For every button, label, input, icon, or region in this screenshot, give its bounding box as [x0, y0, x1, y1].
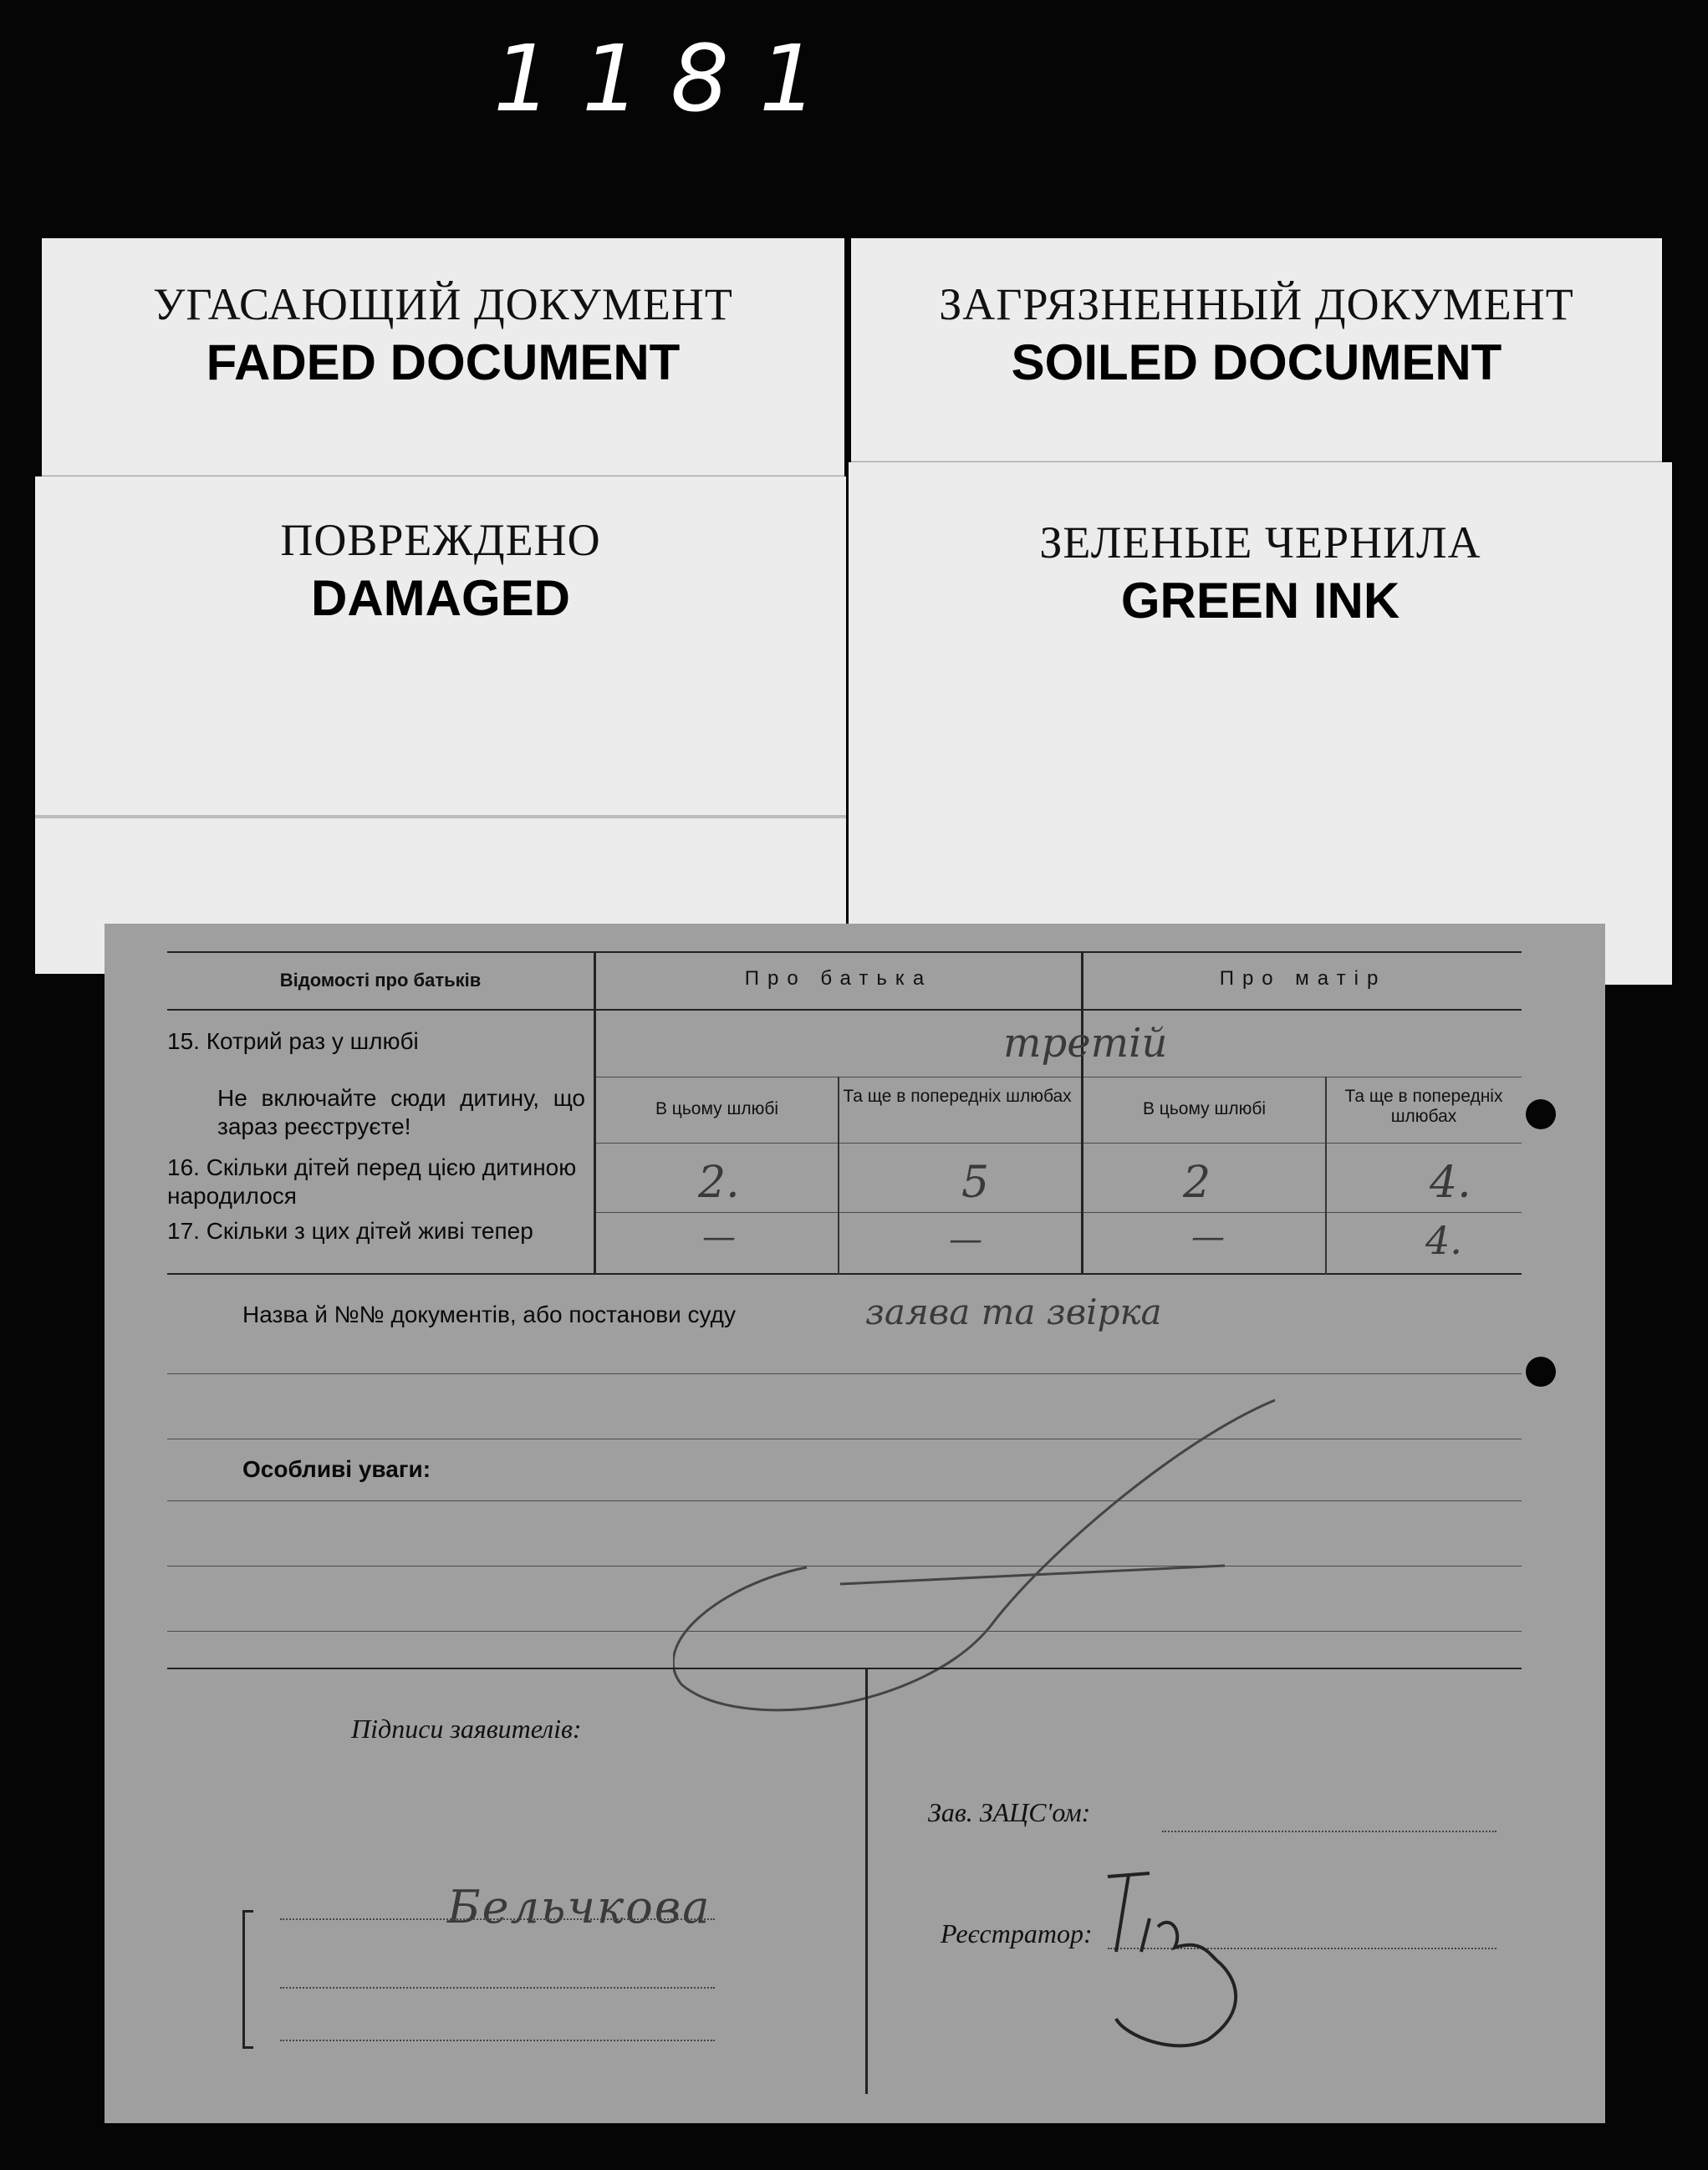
registrar-label: Реєстратор:: [941, 1918, 1093, 1948]
applicant-signature-line-2: [280, 1987, 715, 1989]
table-bottom-rule: [167, 1273, 1522, 1275]
applicant-signature-line-3: [280, 2040, 715, 2041]
signature-section-rule: [167, 1668, 1522, 1669]
card-fold-line: [35, 815, 846, 818]
signature-divider: [865, 1668, 868, 2094]
row16-father-this: 2.: [698, 1158, 740, 1208]
faded-label-en: FADED DOCUMENT: [206, 334, 681, 390]
punch-hole: [1526, 1357, 1556, 1387]
green-ink-label-en: GREEN INK: [1120, 573, 1400, 629]
header-father: Про батька: [744, 967, 933, 990]
row17-mother-this: —: [1191, 1218, 1225, 1256]
registrar-signature: [1091, 1868, 1275, 2069]
head-label: Зав. ЗАЦС'ом:: [928, 1797, 1091, 1827]
punch-hole: [1526, 1099, 1556, 1129]
archive-number: 1181: [493, 25, 848, 132]
table-header-rule: [167, 1009, 1522, 1011]
row15-value: третій: [1003, 1020, 1168, 1067]
soiled-label-en: SOILED DOCUMENT: [1011, 334, 1502, 390]
row16-mother-previous: 4.: [1430, 1158, 1471, 1208]
head-signature-line: [1162, 1831, 1496, 1832]
row16-label: 16. Скільки дітей перед цією дитиною народилося: [167, 1154, 577, 1209]
documents-rule-1: [167, 1373, 1522, 1374]
subheader-mother-previous: Та ще в попередніх шлюбах: [1344, 1087, 1503, 1126]
notes-label: Особливі уваги:: [242, 1456, 431, 1482]
row16-mother-this: 2: [1183, 1158, 1211, 1208]
header-mother: Про матір: [1219, 967, 1387, 990]
damaged-label-en: DAMAGED: [311, 570, 570, 626]
table-divider-mother: [1325, 1077, 1327, 1275]
table-divider-father: [838, 1077, 839, 1275]
table-top-rule: [167, 951, 1522, 953]
subheader-father-previous: Та ще в попередніх шлюбах: [843, 1087, 1072, 1106]
green-ink-label-ru: ЗЕЛЕНЫЕ ЧЕРНИЛА: [1039, 517, 1481, 568]
row17-mother-previous: 4.: [1425, 1218, 1462, 1263]
damaged-label-ru: ПОВРЕЖДЕНО: [280, 515, 601, 565]
soiled-document-label: [851, 238, 1662, 489]
faded-document-label: [42, 238, 844, 497]
table-subheader-bottom-rule: [594, 1143, 1522, 1144]
damaged-label: [35, 476, 846, 974]
header-parents-info: Відомості про батьків: [279, 970, 482, 991]
applicant-bracket: [242, 1910, 253, 2049]
applicants-label: Підписи заявителів:: [351, 1714, 582, 1744]
row17-label: 17. Скільки з цих дітей живі тепер: [167, 1218, 533, 1244]
table-row16-rule: [594, 1212, 1522, 1213]
applicant-signature-line-1: [280, 1918, 715, 1920]
registration-form: [105, 924, 1605, 2123]
strike-through-flourish: [673, 1375, 1292, 1726]
note-text: Не включайте сюди дитину, що зараз реєструєте!: [217, 1085, 585, 1139]
subheader-mother-this: В цьому шлюбі: [1142, 1099, 1267, 1118]
row16-father-previous: 5: [961, 1158, 990, 1208]
applicant-signature: Бельчкова: [447, 1881, 711, 1933]
subheader-father-this: В цьому шлюбі: [655, 1099, 779, 1118]
faded-label-ru: УГАСАЮЩИЙ ДОКУМЕНТ: [153, 279, 733, 329]
documents-value: заява та звірка: [865, 1291, 1162, 1332]
green-ink-label: [849, 462, 1672, 985]
row15-label: 15. Котрий раз у шлюбі: [167, 1028, 419, 1054]
documents-label: Назва й №№ документів, або постанови суду: [242, 1301, 736, 1327]
row17-father-previous: —: [949, 1220, 982, 1259]
row17-father-this: —: [702, 1218, 736, 1256]
soiled-label-ru: ЗАГРЯЗНЕННЫЙ ДОКУМЕНТ: [939, 279, 1574, 329]
